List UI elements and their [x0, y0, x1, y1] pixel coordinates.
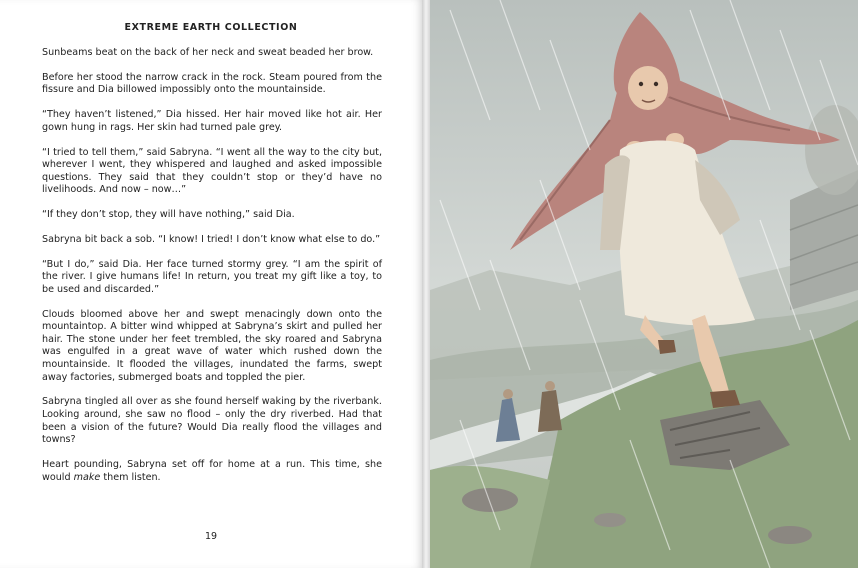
- paragraph-10: [42, 459, 382, 484]
- book-gutter: [422, 0, 430, 568]
- paragraph-3: “They haven’t listened,” Dia hissed. Her hair moved like hot air. Her gown hung in rags. Her skin had turned pale grey.: [42, 109, 382, 133]
- right-page-illustration: [430, 0, 858, 568]
- collection-header: EXTREME EARTH COLLECTION: [124, 22, 298, 33]
- paragraph-1: Sunbeams beat on the back of her neck and sweat beaded her brow.: [42, 47, 374, 58]
- paragraph-9: Sabryna tingled all over as she found herself waking by the riverbank. Looking around, she saw no flood – only the dry riverbed. Had that been a vision of the future? Would Dia really flood the villages and towns?: [42, 396, 382, 446]
- story-text: [42, 47, 382, 496]
- paragraph-8: Clouds bloomed above her and swept menacingly down onto the mountaintop. A bitter wind whipped at Sabryna’s skirt and pulled her hair. The stone under her feet trembled, the sky roared and Sabryna was engulfed in a great wave of water which rushed down the mountainside. It flooded the villages, inundated the farms, swept away factories, submerged boats and toppled the pier.: [42, 308, 382, 383]
- paragraph-10-end: them listen.: [100, 471, 161, 483]
- left-page: [0, 0, 422, 568]
- storm-illustration: [430, 0, 858, 568]
- paragraph-4: “I tried to tell them,” said Sabryna. “I went all the way to the city but, wherever I went, they whispered and laughed and asked impossible questions. They said that they couldn’t stop or they’d have no livelihoods. And now – now…”: [42, 146, 382, 196]
- riverbank-grass: [430, 466, 550, 568]
- paragraph-5: “If they don’t stop, they will have nothing,” said Dia.: [42, 209, 295, 221]
- paragraph-7: “But I do,” said Dia. Her face turned stormy grey. “I am the spirit of the river. I give humans life! In return, you treat my gift like a toy, to be used and discarded.”: [42, 258, 382, 295]
- sandal: [710, 390, 740, 408]
- paragraph-10-start: Heart pounding, Sabryna set off for home at a run. This time, she would: [42, 458, 382, 483]
- emphasis-make: make: [73, 471, 101, 483]
- face: [628, 66, 668, 110]
- page-number: 19: [204, 531, 218, 542]
- paragraph-6: Sabryna bit back a sob. “I know! I tried! I don’t know what else to do.”: [42, 233, 381, 245]
- paragraph-2: Before her stood the narrow crack in the rock. Steam poured from the fissure and Dia billowed impossibly onto the mountainside.: [42, 71, 382, 96]
